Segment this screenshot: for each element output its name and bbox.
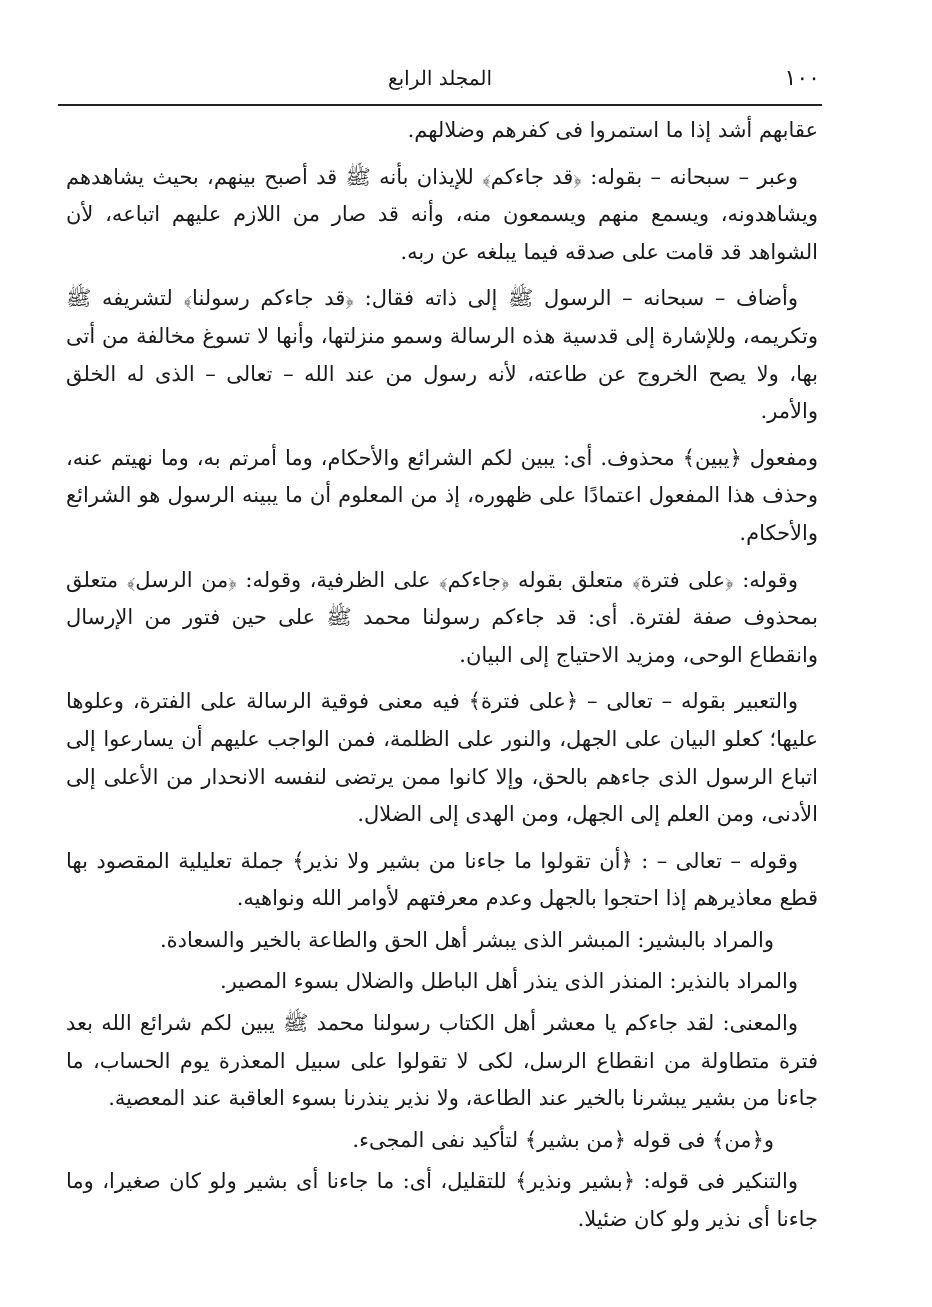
header-rule [58,104,822,106]
paragraph: والتعبير بقوله – تعالى – ﴿على فترة﴾ فيه معنى فوقية الرسالة على الفترة، وعلوها عليها؛ كعلو البيان على الجهل، والنور على الظلمة، فمن الواجب عليهم أن يسارعوا إلى اتباع الرسول الذى جاءهم بالحق، وإلا كانوا ممن يرتضى لنفسه الانحدار من الأعلى إلى الأدنى، ومن العلم إلى الجهل، ومن الهدى إلى الضلال. [66,689,818,827]
running-title: المجلد الرابع [387,66,493,90]
paragraph: والتنكير فى قوله: ﴿بشير ونذير﴾ للتقليل، أى: ما جاءنا أى بشير ولو كان صغيرا، وما جاءنا أى نذير ولو كان ضئيلا. [66,1169,818,1232]
paragraph: ومفعول ﴿يبين﴾ محذوف. أى: يبين لكم الشرائع والأحكام، وما أمرتم به، وما نهيتم عنه، وحذف هذا المفعول اعتمادًا على ظهوره، إذ من المعلوم أن ما يبينه الرسول هو الشرائع والأحكام. [66,445,818,545]
paragraph: عقابهم أشد إذا ما استمروا فى كفرهم وضلالهم. [407,118,818,142]
paragraph: وعبر – سبحانه – بقوله: ﴿قد جاءكم﴾ للإيذان بأنه ﷺ قد أصبح بينهم، بحيث يشاهدهم ويشاهدونه، ويسمع منهم ويسمعون منه، وأنه قد صار من اللازم عليهم اتباعه، لأن الشواهد قد قامت على صدقه فيما يبلغه عن ربه. [66,164,818,264]
page-number: ١٠٠ [784,66,820,91]
page-header [60,58,820,106]
paragraph: والمعنى: لقد جاءكم يا معشر أهل الكتاب رسولنا محمد ﷺ يبين لكم شرائع الله بعد فترة متطاولة من انقطاع الرسل، لكى لا تقولوا على سبيل المعذرة يوم الحساب، ما جاءنا من بشير يبشرنا بالخير عند الطاعة، ولا نذير ينذرنا بسوء العاقبة عند المعصية. [66,1011,818,1111]
paragraph: والمراد بالنذير: المنذر الذى ينذر أهل الباطل والضلال بسوء المصير. [219,969,798,994]
paragraph: وأضاف – سبحانه – الرسول ﷺ إلى ذاته فقال: ﴿قد جاءكم رسولنا﴾ لتشريفه ﷺ وتكريمه، وللإشارة إلى قدسية هذه الرسالة وسمو منزلتها، وأنها لا تسوغ مخالفة من أتى بها، ولا يصح الخروج عن طاعته، لأنه رسول من عند الله – تعالى – الذى له الخلق والأمر. [66,286,818,424]
paragraph: و﴿من﴾ فى قوله ﴿من بشير﴾ لتأكيد نفى المجىء. [352,1127,774,1152]
paragraph: والمراد بالبشير: المبشر الذى يبشر أهل الحق والطاعة بالخير والسعادة. [160,927,774,952]
paragraph: وقوله: ﴿على فترة﴾ متعلق بقوله ﴿جاءكم﴾ على الظرفية، وقوله: ﴿من الرسل﴾ متعلق بمحذوف صفة لفترة. أى: قد جاءكم رسولنا محمد ﷺ على حين فتور من الإرسال وانقطاع الوحى، ومزيد الاحتياج إلى البيان. [66,567,818,667]
body-text [66,112,818,1248]
paragraph: وقوله – تعالى – : ﴿أن تقولوا ما جاءنا من بشير ولا نذير﴾ جملة تعليلية المقصود بها قطع معاذيرهم إذا احتجوا بالجهل وعدم معرفتهم لأوامر الله ونواهيه. [66,848,818,911]
